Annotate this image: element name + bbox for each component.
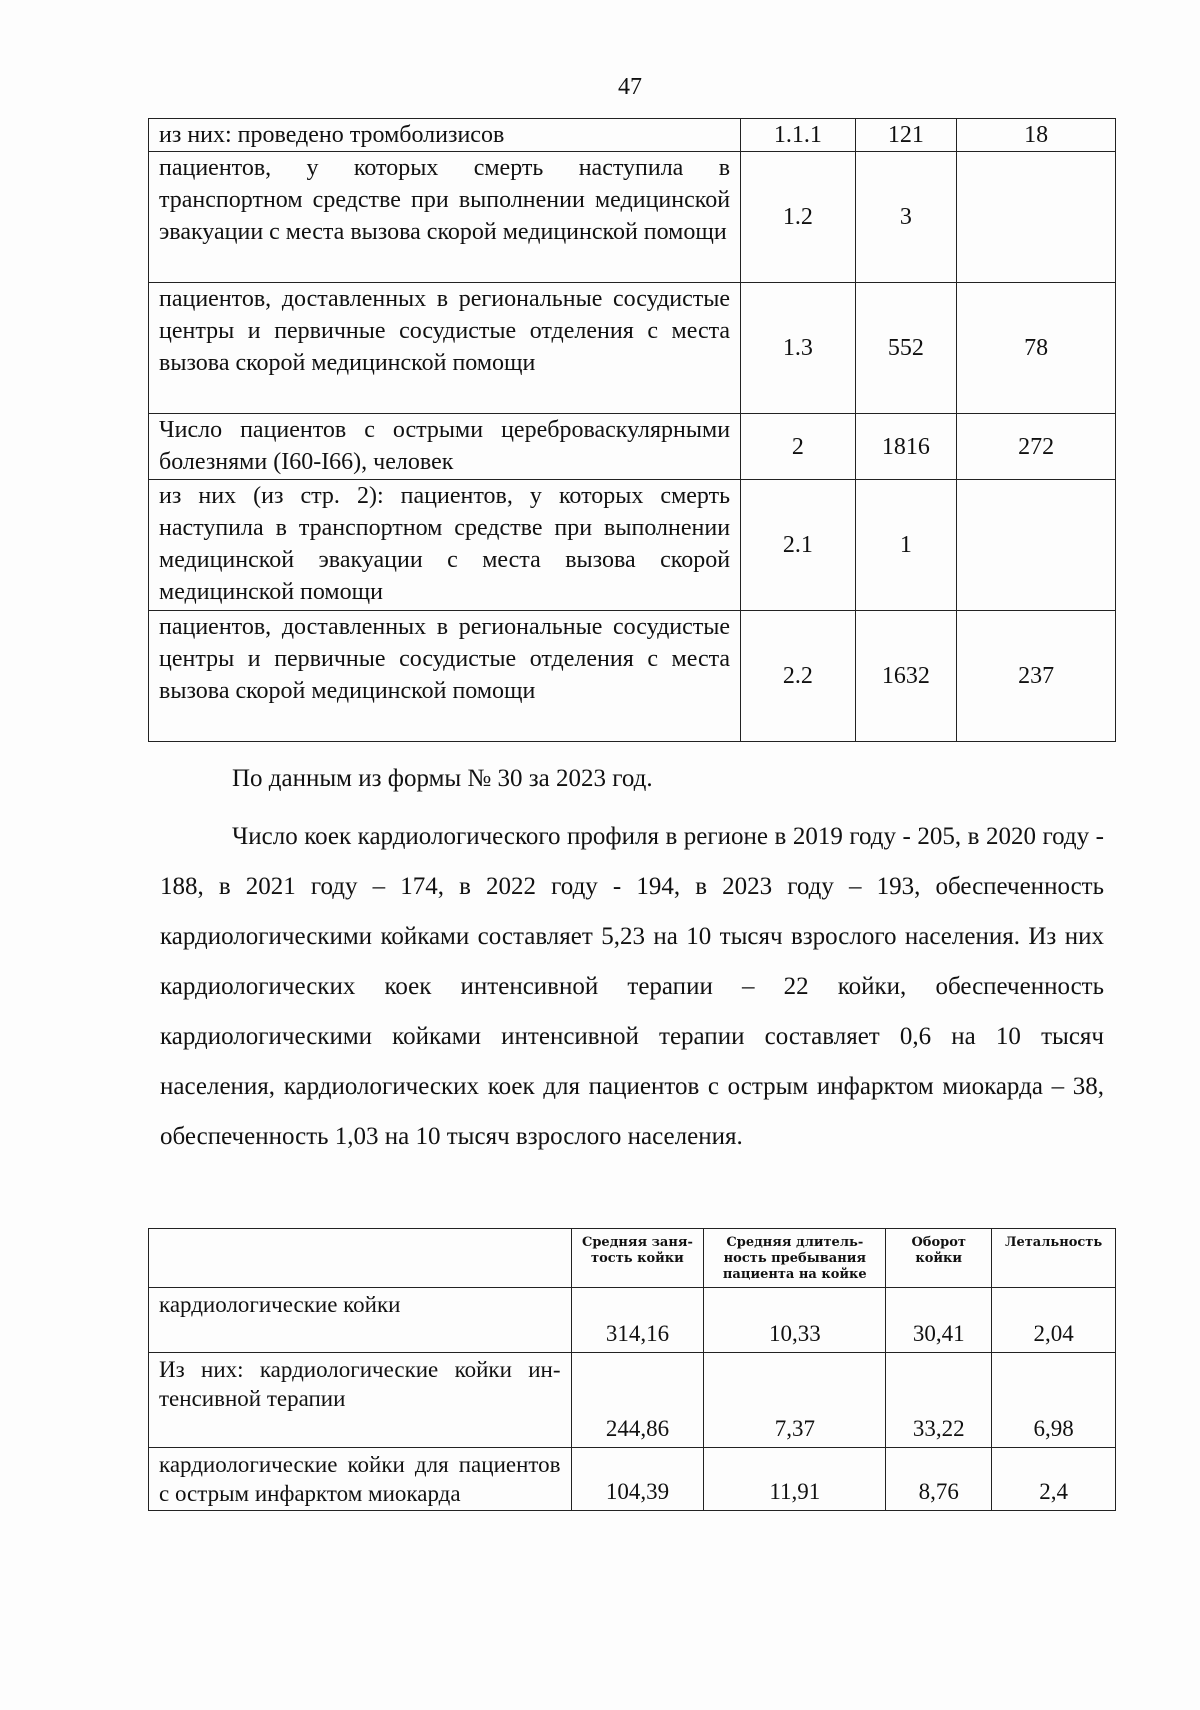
row-code: 1.2 [741,152,856,283]
row-description: пациентов, доставленных в региональные сосудистые центры и первичные сосудистые отделения с места вызова скорой медицинской помощи [149,283,741,414]
column-header: Летальность [992,1229,1116,1288]
row-value: 10,33 [704,1288,886,1353]
row-value: 314,16 [571,1288,704,1353]
table-row [149,283,1116,414]
table-header-row [149,1229,1116,1288]
row-value: 237 [957,611,1116,742]
table-row [149,119,1116,152]
row-value: 7,37 [704,1353,886,1448]
source-note: По данным из формы № 30 за 2023 год. [232,765,653,792]
table-row [149,414,1116,480]
row-value: 2,4 [992,1448,1116,1511]
row-value: 2,04 [992,1288,1116,1353]
row-code: 2.2 [741,611,856,742]
row-value: 244,86 [571,1353,704,1448]
body-paragraph: Число коек кардиологического профиля в регионе в 2019 году - 205, в 2020 году - 188, в 2021 году – 174, в 2022 году - 194, в 2023 году – 193, обеспеченность кардиологическими койками составляет 5,23 на 10 тысяч взрослого населения. Из них кардиологических коек интенсивной терапии – 22 койки, обеспеченность кардиологическими койками интенсивной терапии составляет 0,6 на 10 тысяч населения, кардиологических коек для пациентов с острым инфарктом миокарда – 38, обеспеченность 1,03 на 10 тысяч взрослого населения. [160,823,1104,1150]
row-code: 2 [741,414,856,480]
row-description: из них: проведено тромболизисов [149,119,741,152]
column-header: Средняя занятость койки [571,1229,704,1288]
row-value: 78 [957,283,1116,414]
table-row [149,1288,1116,1353]
row-value: 121 [855,119,957,152]
row-value: 11,91 [704,1448,886,1511]
row-value [957,480,1116,611]
row-description: пациентов, доставленных в региональные сосудистые центры и первичные сосудистые отделения с места вызова скорой медицинской помощи [149,611,741,742]
row-code: 2.1 [741,480,856,611]
table-row [149,480,1116,611]
row-code: 1.3 [741,283,856,414]
row-description: из них (из стр. 2): пациентов, у которых смерть наступила в транспортном средстве при выполнении медицинской эвакуации с места вызова скорой медицинской помощи [149,480,741,611]
statistics-table [148,118,1116,742]
column-header: Оборот койки [886,1229,992,1288]
row-value [957,152,1116,283]
column-header: Средняя длительность пребывания пациента на койке [704,1229,886,1288]
table-row [149,1353,1116,1448]
row-value: 18 [957,119,1116,152]
bed-indicators-table [148,1228,1116,1511]
table-row [149,611,1116,742]
row-description: Из них: кардиологические койки интенсивной терапии [149,1353,572,1448]
row-code: 1.1.1 [741,119,856,152]
row-value: 1816 [855,414,957,480]
column-header [149,1229,572,1288]
row-value: 8,76 [886,1448,992,1511]
table-row [149,152,1116,283]
row-description: Число пациентов с острыми цереброваскулярными болезнями (I60-I66), человек [149,414,741,480]
row-description: кардиологические койки [149,1288,572,1353]
table-row [149,1448,1116,1511]
row-value: 272 [957,414,1116,480]
row-value: 30,41 [886,1288,992,1353]
row-value: 6,98 [992,1353,1116,1448]
row-value: 104,39 [571,1448,704,1511]
row-value: 1632 [855,611,957,742]
row-description: пациентов, у которых смерть наступила в транспортном средстве при выполнении медицинской эвакуации с места вызова скорой медицинской помощи [149,152,741,283]
row-value: 33,22 [886,1353,992,1448]
row-value: 3 [855,152,957,283]
row-value: 552 [855,283,957,414]
row-description: кардиологические койки для пациентов с острым инфарктом миокарда [149,1448,572,1511]
row-value: 1 [855,480,957,611]
page-number: 47 [618,74,642,100]
